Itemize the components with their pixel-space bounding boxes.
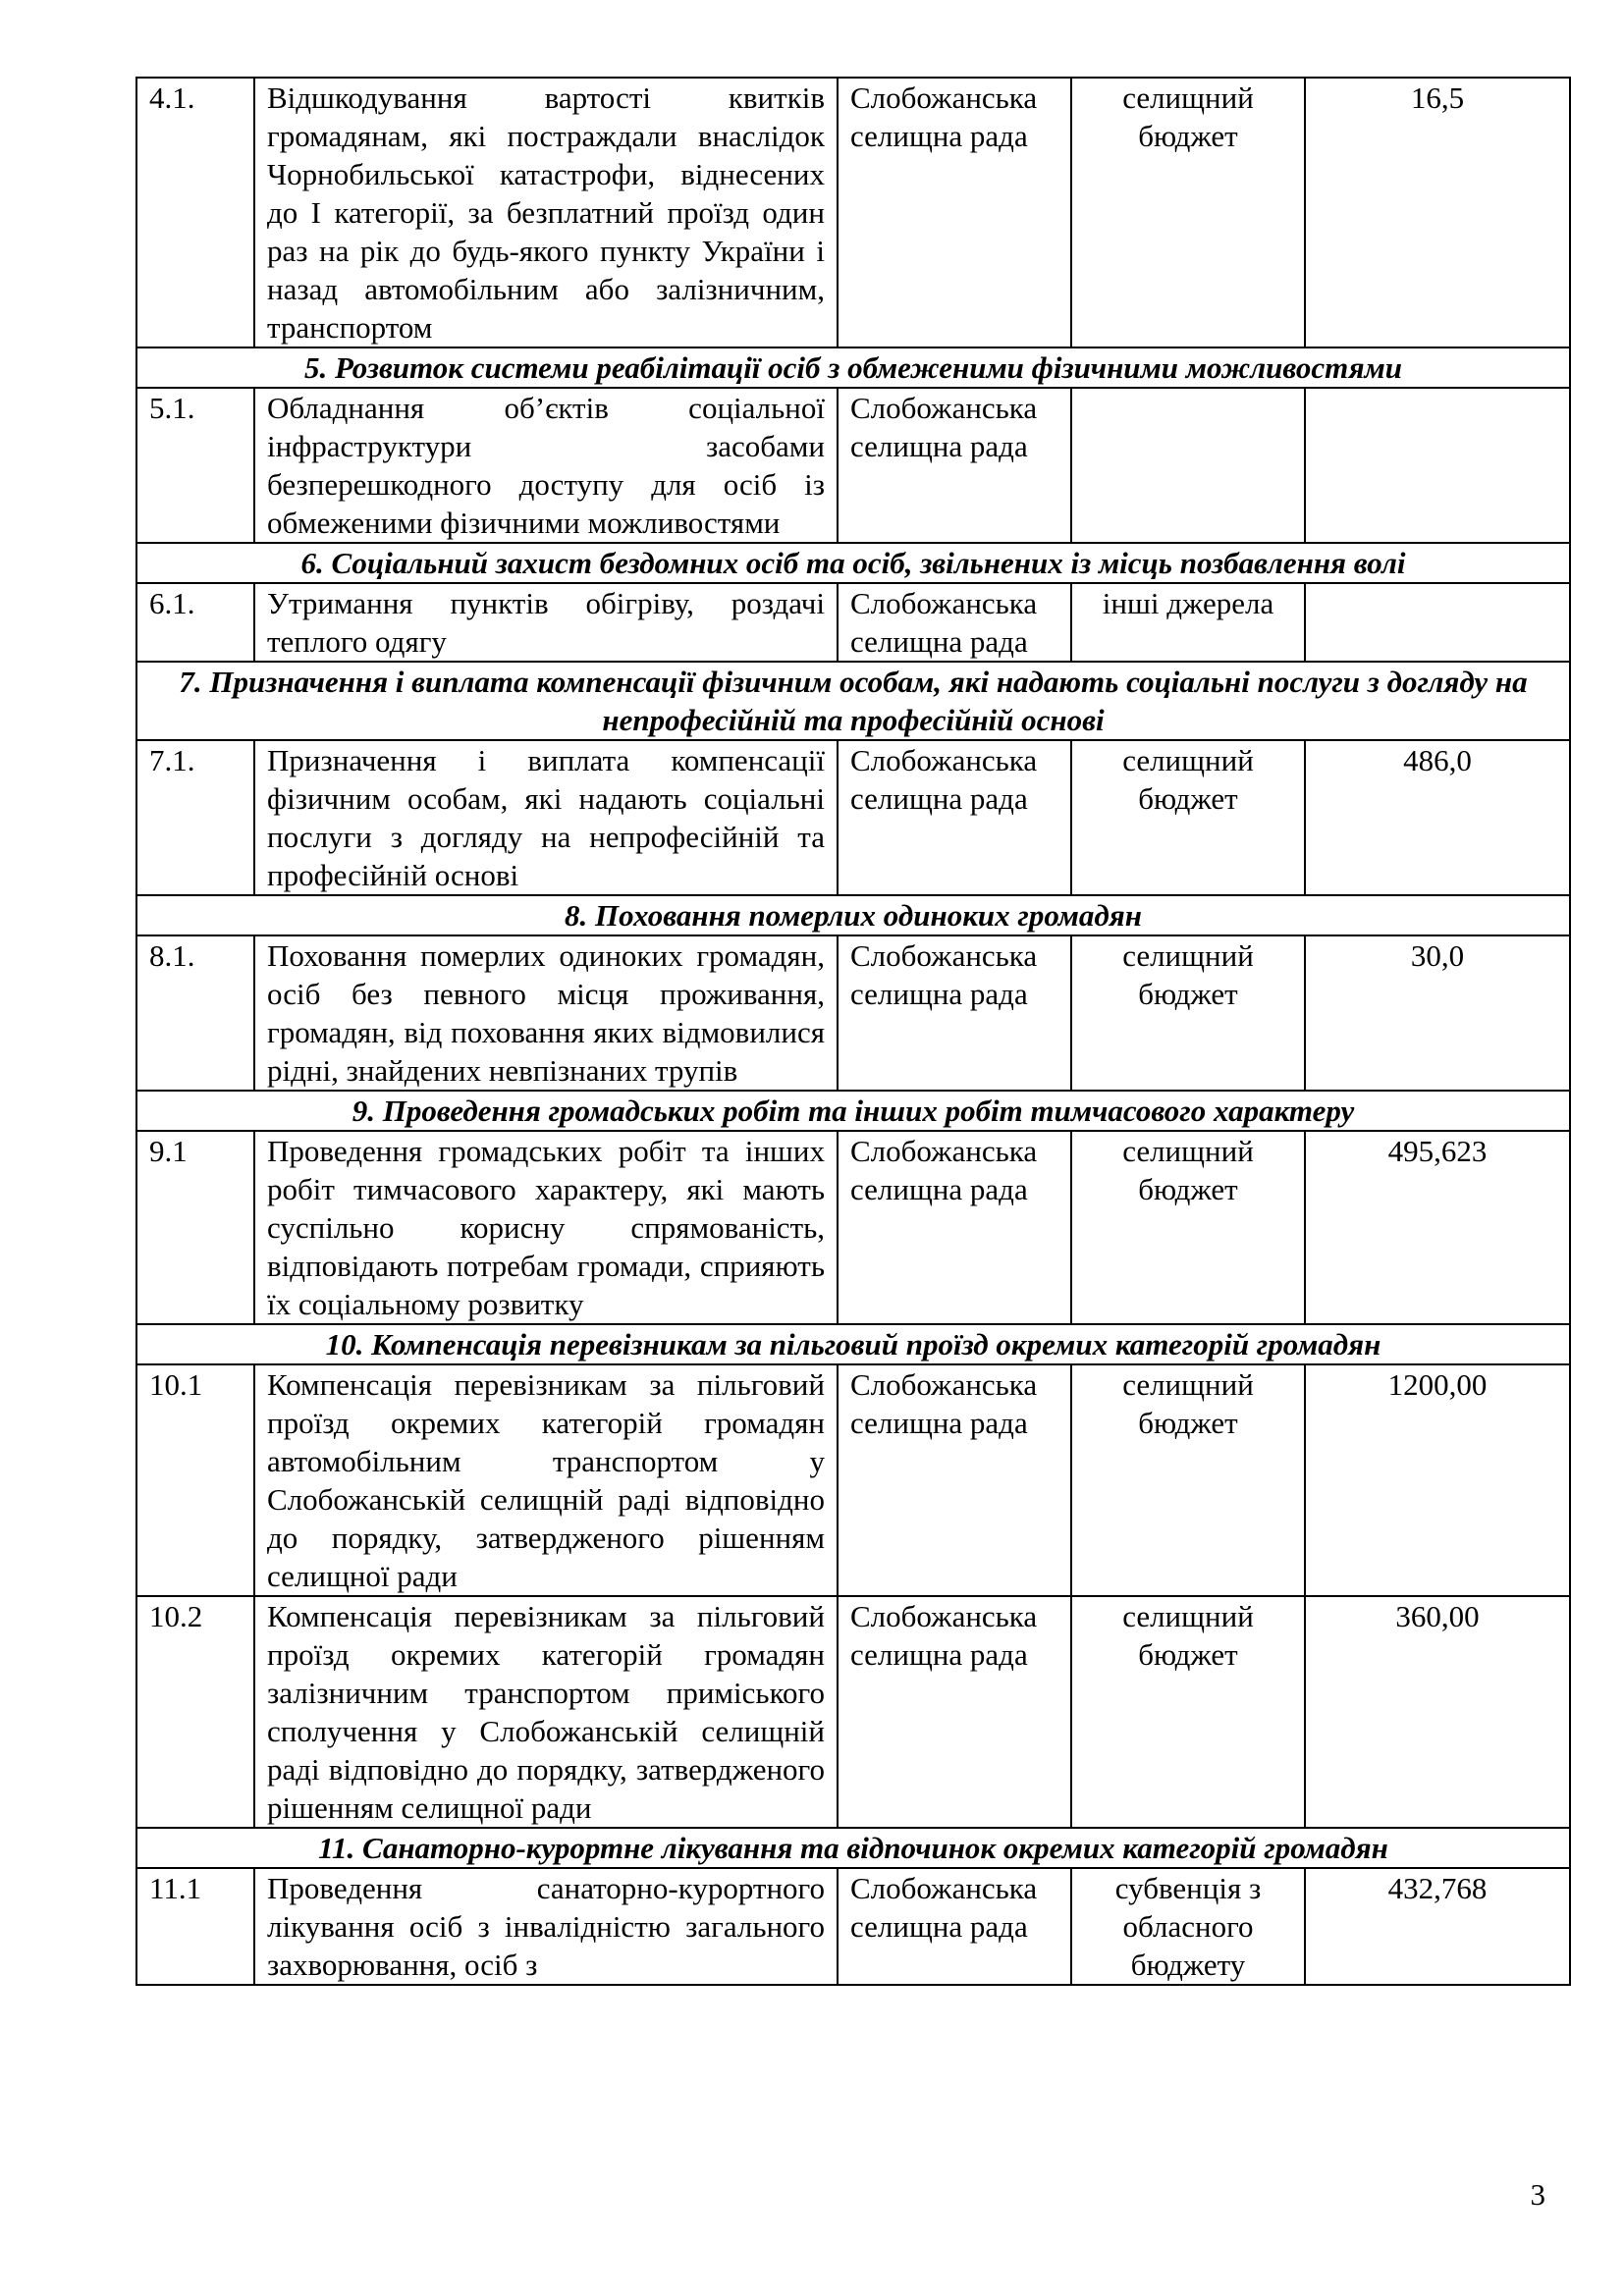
executor-cell: Слобожанська селищна рада [838,1868,1071,1985]
funding-source-cell: селищний бюджет [1071,935,1305,1091]
section-title: 11. Санаторно-курортне лікування та відпочинок окремих категорій громадян [136,1828,1570,1868]
table-row [136,1364,1570,1596]
section-title: 5. Розвиток системи реабілітації осіб з обмеженими фізичними можливостями [136,347,1570,388]
amount-cell: 30,0 [1305,935,1570,1091]
executor-cell: Слобожанська селищна рада [838,78,1071,347]
section-header-row [136,543,1570,583]
measure-description-cell: Поховання померлих одиноких громадян, осіб без певного місця проживання, громадян, від поховання яких відмовилися рідні, знайдених невпізнаних трупів [254,935,838,1091]
amount-cell: 495,623 [1305,1131,1570,1324]
section-title: 8. Поховання померлих одиноких громадян [136,895,1570,935]
section-header-row [136,1828,1570,1868]
funding-source-cell [1071,388,1305,543]
table-body [136,78,1570,1985]
row-number-cell: 8.1. [136,935,254,1091]
row-number-cell: 9.1 [136,1131,254,1324]
amount-cell [1305,388,1570,543]
row-number-cell: 11.1 [136,1868,254,1985]
executor-cell: Слобожанська селищна рада [838,1364,1071,1596]
amount-cell: 486,0 [1305,740,1570,895]
funding-source-cell: субвенція з обласного бюджету [1071,1868,1305,1985]
measure-description-cell: Обладнання об’єктів соціальної інфраструктури засобами безперешкодного доступу для осіб із обмеженими фізичними можливостями [254,388,838,543]
table-row [136,583,1570,662]
section-header-row [136,662,1570,740]
measure-description-cell: Проведення санаторно-курортного лікування осіб з інвалідністю загального захворювання, осіб з [254,1868,838,1985]
funding-source-cell: селищний бюджет [1071,1364,1305,1596]
measure-description-cell: Компенсація перевізникам за пільговий проїзд окремих категорій громадян залізничним транспортом приміського сполучення у Слобожанській селищній раді відповідно до порядку, затвердженого рішенням селищної ради [254,1596,838,1828]
measure-description-cell: Компенсація перевізникам за пільговий проїзд окремих категорій громадян автомобільним транспортом у Слобожанській селищній раді відповідно до порядку, затвердженого рішенням селищної ради [254,1364,838,1596]
funding-source-cell: інші джерела [1071,583,1305,662]
table-row [136,1868,1570,1985]
funding-source-cell: селищний бюджет [1071,1131,1305,1324]
page-number: 3 [1530,2177,1545,2212]
table-row [136,935,1570,1091]
row-number-cell: 10.2 [136,1596,254,1828]
executor-cell: Слобожанська селищна рада [838,388,1071,543]
row-number-cell: 7.1. [136,740,254,895]
executor-cell: Слобожанська селищна рада [838,1131,1071,1324]
amount-cell: 360,00 [1305,1596,1570,1828]
amount-cell: 16,5 [1305,78,1570,347]
measure-description-cell: Відшкодування вартості квитків громадянам, які постраждали внаслідок Чорнобильської катастрофи, віднесених до І категорії, за безплатний проїзд один раз на рік до будь-якого пункту України і назад автомобільним або залізничним, транспортом [254,78,838,347]
measure-description-cell: Проведення громадських робіт та інших робіт тимчасового характеру, які мають суспільно корисну спрямованість, відповідають потребам громади, сприяють їх соціальному розвитку [254,1131,838,1324]
executor-cell: Слобожанська селищна рада [838,1596,1071,1828]
section-header-row [136,1324,1570,1364]
funding-source-cell: селищний бюджет [1071,740,1305,895]
program-measures-table [135,77,1571,1986]
amount-cell [1305,583,1570,662]
table-row [136,388,1570,543]
table-row [136,1596,1570,1828]
funding-source-cell: селищний бюджет [1071,1596,1305,1828]
amount-cell: 432,768 [1305,1868,1570,1985]
measure-description-cell: Призначення і виплата компенсації фізичним особам, які надають соціальні послуги з догляду на непрофесійній та професійній основі [254,740,838,895]
table-row [136,78,1570,347]
section-title: 7. Призначення і виплата компенсації фізичним особам, які надають соціальні послуги з догляду на непрофесійній та професійній основі [136,662,1570,740]
amount-cell: 1200,00 [1305,1364,1570,1596]
section-header-row [136,1091,1570,1131]
table-row [136,740,1570,895]
section-title: 6. Соціальний захист бездомних осіб та осіб, звільнених із місць позбавлення волі [136,543,1570,583]
funding-source-cell: селищний бюджет [1071,78,1305,347]
executor-cell: Слобожанська селищна рада [838,583,1071,662]
section-title: 9. Проведення громадських робіт та інших робіт тимчасового характеру [136,1091,1570,1131]
executor-cell: Слобожанська селищна рада [838,935,1071,1091]
row-number-cell: 4.1. [136,78,254,347]
section-title: 10. Компенсація перевізникам за пільговий проїзд окремих категорій громадян [136,1324,1570,1364]
row-number-cell: 10.1 [136,1364,254,1596]
executor-cell: Слобожанська селищна рада [838,740,1071,895]
row-number-cell: 5.1. [136,388,254,543]
section-header-row [136,895,1570,935]
row-number-cell: 6.1. [136,583,254,662]
section-header-row [136,347,1570,388]
measure-description-cell: Утримання пунктів обігріву, роздачі теплого одягу [254,583,838,662]
table-row [136,1131,1570,1324]
